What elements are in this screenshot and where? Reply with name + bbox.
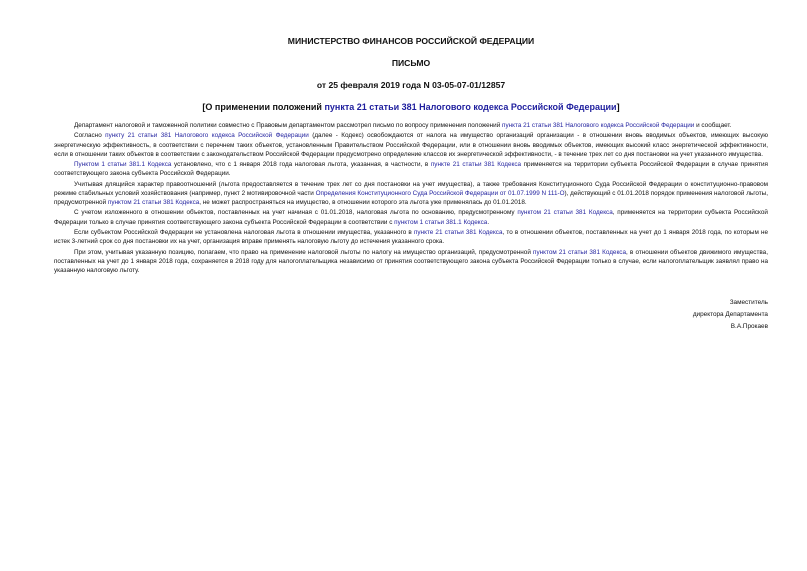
- legal-reference-link[interactable]: пунктом 21 статьи 381 Кодекса: [107, 198, 200, 206]
- legal-reference-link[interactable]: пункте 21 статьи 381 Кодекса: [430, 161, 522, 169]
- paragraph-text: (далее - Кодекс) освобождаются от налога на имущество организаций организации - в отношении вновь вводимых объектов, имеющих высокую энергетическую эффективность, в соответствии с перечнем таких объектов, установленным Правительством Российской Федерации, или в отношении вновь вводимых объектов, имеющих высокий класс энергетической эффективности, если в отношении таких объектов в соответствии с законодательством Российской Федерации предусмотрено определение классов их энергетической эффективности, - в течение трех лет со дня постановки на учет указанного имущества.: [54, 132, 768, 158]
- subject-prefix: [О применении положений: [202, 102, 325, 112]
- legal-reference-link[interactable]: пунктом 21 статьи 381 Кодекса: [533, 248, 626, 256]
- paragraph-text: ), действующий с 01.01.2018 порядок применения налоговой льготы, предусмотренной: [54, 189, 768, 206]
- document-page: [54, 36, 768, 333]
- body-paragraph: [54, 208, 768, 226]
- paragraph-text: , то в отношении объектов, поставленных на учет до 1 января 2018 года, по которым не истек 3-летний срок со дня постановки их на учет, организация вправе применять налоговую льготу до истечения указанного срока.: [54, 228, 768, 246]
- paragraph-text: Учитывая длящийся характер правоотношений (льгота предоставляется в течение трех лет со дня постановки на учет имущества), а также требования Конституционного Суда Российской Федерации о конституционно-правовом режиме стабильных условий хозяйствования (например, пункт 2 мотивировочной части: [54, 180, 768, 197]
- legal-reference-link[interactable]: пунктом 21 статьи 381 Кодекса: [517, 209, 613, 217]
- paragraph-text: Если субъектом Российской Федерации не установлена налоговая льгота в отношении имущества, указанного в: [74, 228, 414, 236]
- body-paragraph: [54, 248, 768, 275]
- ministry-title: МИНИСТЕРСТВО ФИНАНСОВ РОССИЙСКОЙ ФЕДЕРАЦИИ: [287, 36, 535, 46]
- legal-reference-link[interactable]: пункта 21 статьи 381 Налогового кодекса Российской Федерации: [502, 122, 695, 129]
- paragraph-text: Согласно: [74, 132, 106, 140]
- letter-body: [54, 121, 768, 275]
- signature-block: [54, 297, 768, 334]
- paragraph-text: .: [487, 218, 490, 226]
- body-paragraph: [54, 121, 768, 130]
- legal-reference-link[interactable]: пункту 21 статьи 381 Налогового кодекса Российской Федерации: [105, 132, 309, 140]
- legal-reference-link[interactable]: Пунктом 1 статьи 381.1 Кодекса: [74, 161, 172, 169]
- legal-reference-link[interactable]: пункте 21 статьи 381 Кодекса: [413, 228, 503, 236]
- body-paragraph: [54, 180, 768, 207]
- signature-department: директора Департамента: [692, 311, 768, 319]
- document-subject: [54, 102, 768, 113]
- paragraph-text: , в отношении объектов движимого имущества, поставленных на учет до 1 января 2018 года, сохраняется в 2018 году для налогоплательщика независимо от принятия соответствующего закона субъекта Российской Федерации только в случае, если налогоплательщик заявлял право на указанную налоговую льготу.: [54, 248, 768, 274]
- legal-reference-link[interactable]: пунктом 1 статьи 381.1 Кодекса: [394, 218, 488, 226]
- paragraph-text: и сообщает.: [694, 122, 732, 129]
- legal-reference-link[interactable]: Определения Конституционного Суда Российской Федерации от 01.07.1999 N 111-О: [315, 189, 565, 197]
- paragraph-text: С учетом изложенного в отношении объектов, поставленных на учет начиная с 01.01.2018, налоговая льгота по основанию, предусмотренному: [74, 209, 518, 217]
- signature-name: В.А.Прокаев: [730, 323, 768, 331]
- paragraph-text: применяется на территории субъекта Российской Федерации в случае принятия соответствующего закона субъекта Российской Федерации.: [54, 161, 768, 178]
- document-date-number: от 25 февраля 2019 года N 03-05-07-01/12857: [316, 80, 506, 90]
- body-paragraph: [54, 160, 768, 178]
- signature-position: Заместитель: [729, 298, 768, 306]
- paragraph-text: При этом, учитывая указанную позицию, полагаем, что право на применение налоговой льготы по налогу на имущество организаций, предусмотренной: [74, 248, 534, 256]
- paragraph-text: , не может распространяться на имущество, в отношении которого эта льгота уже применялась до 01.01.2018.: [199, 198, 527, 206]
- subject-link[interactable]: пункта 21 статьи 381 Налогового кодекса Российской Федерации: [324, 102, 617, 112]
- paragraph-text: Департамент налоговой и таможенной политики совместно с Правовым департаментом рассмотрел письмо по вопросу применения положений: [74, 122, 503, 129]
- document-type: ПИСЬМО: [391, 58, 431, 68]
- body-paragraph: [54, 228, 768, 246]
- paragraph-text: , применяется на территории субъекта Российской Федерации только в случае принятия соответствующего закона субъекта Российской Федерации в соответствии с: [54, 209, 768, 226]
- paragraph-text: установлено, что с 1 января 2018 года налоговая льгота, указанная, в частности, в: [171, 161, 431, 169]
- body-paragraph: [54, 131, 768, 158]
- subject-suffix: ]: [616, 102, 620, 112]
